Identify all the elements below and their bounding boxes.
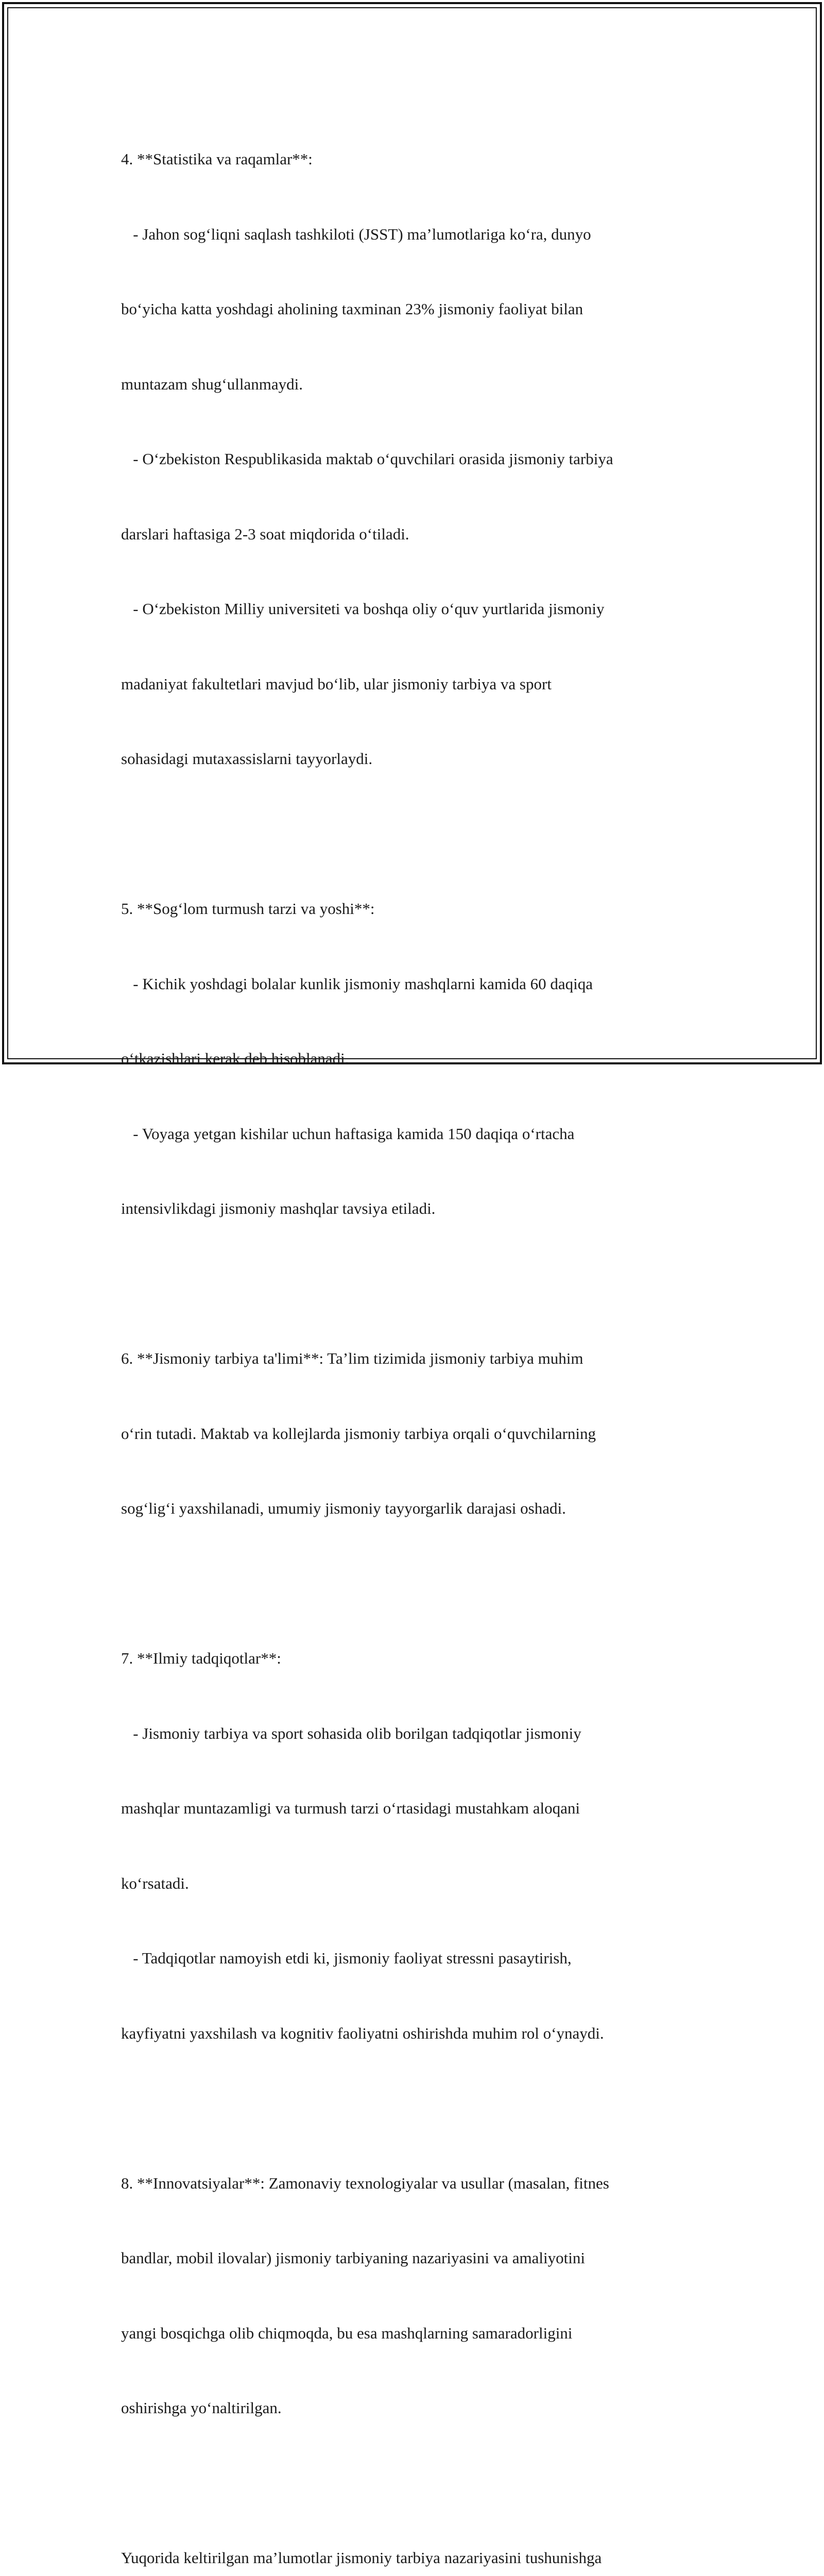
text-line: 7. **Ilmiy tadqiqotlar**: xyxy=(121,1649,281,1667)
section-statistics xyxy=(121,97,729,822)
text-line: - Voyaga yetgan kishilar uchun haftasiga kamida 150 daqiqa o‘rtacha xyxy=(121,1124,575,1143)
document-body xyxy=(121,97,729,2576)
text-line: 4. **Statistika va raqamlar**: xyxy=(121,150,313,168)
text-line: bo‘yicha katta yoshdagi aholining taxminan 23% jismoniy faoliyat bilan xyxy=(121,300,583,318)
section-research xyxy=(121,1596,729,2096)
text-line: - Jismoniy tarbiya va sport sohasida olib borilgan tadqiqotlar jismoniy xyxy=(121,1724,581,1742)
text-line: yangi bosqichga olib chiqmoqda, bu esa mashqlarning samaradorligini xyxy=(121,2324,573,2342)
text-line: 5. **Sog‘lom turmush tarzi va yoshi**: xyxy=(121,900,375,918)
text-line: 6. **Jismoniy tarbiya ta'limi**: Ta’lim tizimida jismoniy tarbiya muhim xyxy=(121,1349,583,1367)
text-line: bandlar, mobil ilovalar) jismoniy tarbiyaning nazariyasini va amaliyotini xyxy=(121,2249,585,2267)
section-conclusion xyxy=(121,2496,729,2576)
text-line: - Jahon sog‘liqni saqlash tashkiloti (JSST) ma’lumotlariga ko‘ra, dunyo xyxy=(121,225,591,243)
text-line: 8. **Innovatsiyalar**: Zamonaviy texnologiyalar va usullar (masalan, fitnes xyxy=(121,2174,609,2192)
text-line: o‘tkazishlari kerak deb hisoblanadi. xyxy=(121,1049,349,1067)
text-line: sog‘lig‘i yaxshilanadi, umumiy jismoniy tayyorgarlik darajasi oshadi. xyxy=(121,1499,566,1517)
text-line: madaniyat fakultetlari mavjud bo‘lib, ular jismoniy tarbiya va sport xyxy=(121,674,552,693)
text-line: oshirishga yo‘naltirilgan. xyxy=(121,2399,282,2417)
section-innovations xyxy=(121,2121,729,2471)
text-line: o‘rin tutadi. Maktab va kollejlarda jismoniy tarbiya orqali o‘quvchilarning xyxy=(121,1424,596,1443)
text-line: darslari haftasiga 2-3 soat miqdorida o‘tiladi. xyxy=(121,524,409,543)
section-healthy-lifestyle xyxy=(121,846,729,1272)
text-line: Yuqorida keltirilgan ma’lumotlar jismoniy tarbiya nazariyasini tushunishga xyxy=(121,2549,602,2567)
text-line: - Tadqiqotlar namoyish etdi ki, jismoniy faoliyat stressni pasaytirish, xyxy=(121,1949,572,1967)
section-physical-education xyxy=(121,1296,729,1571)
text-line: intensivlikdagi jismoniy mashqlar tavsiya etiladi. xyxy=(121,1199,436,1217)
text-line: - Kichik yoshdagi bolalar kunlik jismoniy mashqlarni kamida 60 daqiqa xyxy=(121,974,593,993)
text-line: sohasidagi mutaxassislarni tayyorlaydi. xyxy=(121,750,373,768)
text-line: ko‘rsatadi. xyxy=(121,1874,189,1892)
text-line: mashqlar muntazamligi va turmush tarzi o‘rtasidagi mustahkam aloqani xyxy=(121,1799,580,1817)
text-line: kayfiyatni yaxshilash va kognitiv faoliyatni oshirishda muhim rol o‘ynaydi. xyxy=(121,2024,604,2042)
text-line: - O‘zbekiston Milliy universiteti va boshqa oliy o‘quv yurtlarida jismoniy xyxy=(121,600,605,618)
text-line: muntazam shug‘ullanmaydi. xyxy=(121,375,303,393)
text-line: - O‘zbekiston Respublikasida maktab o‘quvchilari orasida jismoniy tarbiya xyxy=(121,450,613,468)
